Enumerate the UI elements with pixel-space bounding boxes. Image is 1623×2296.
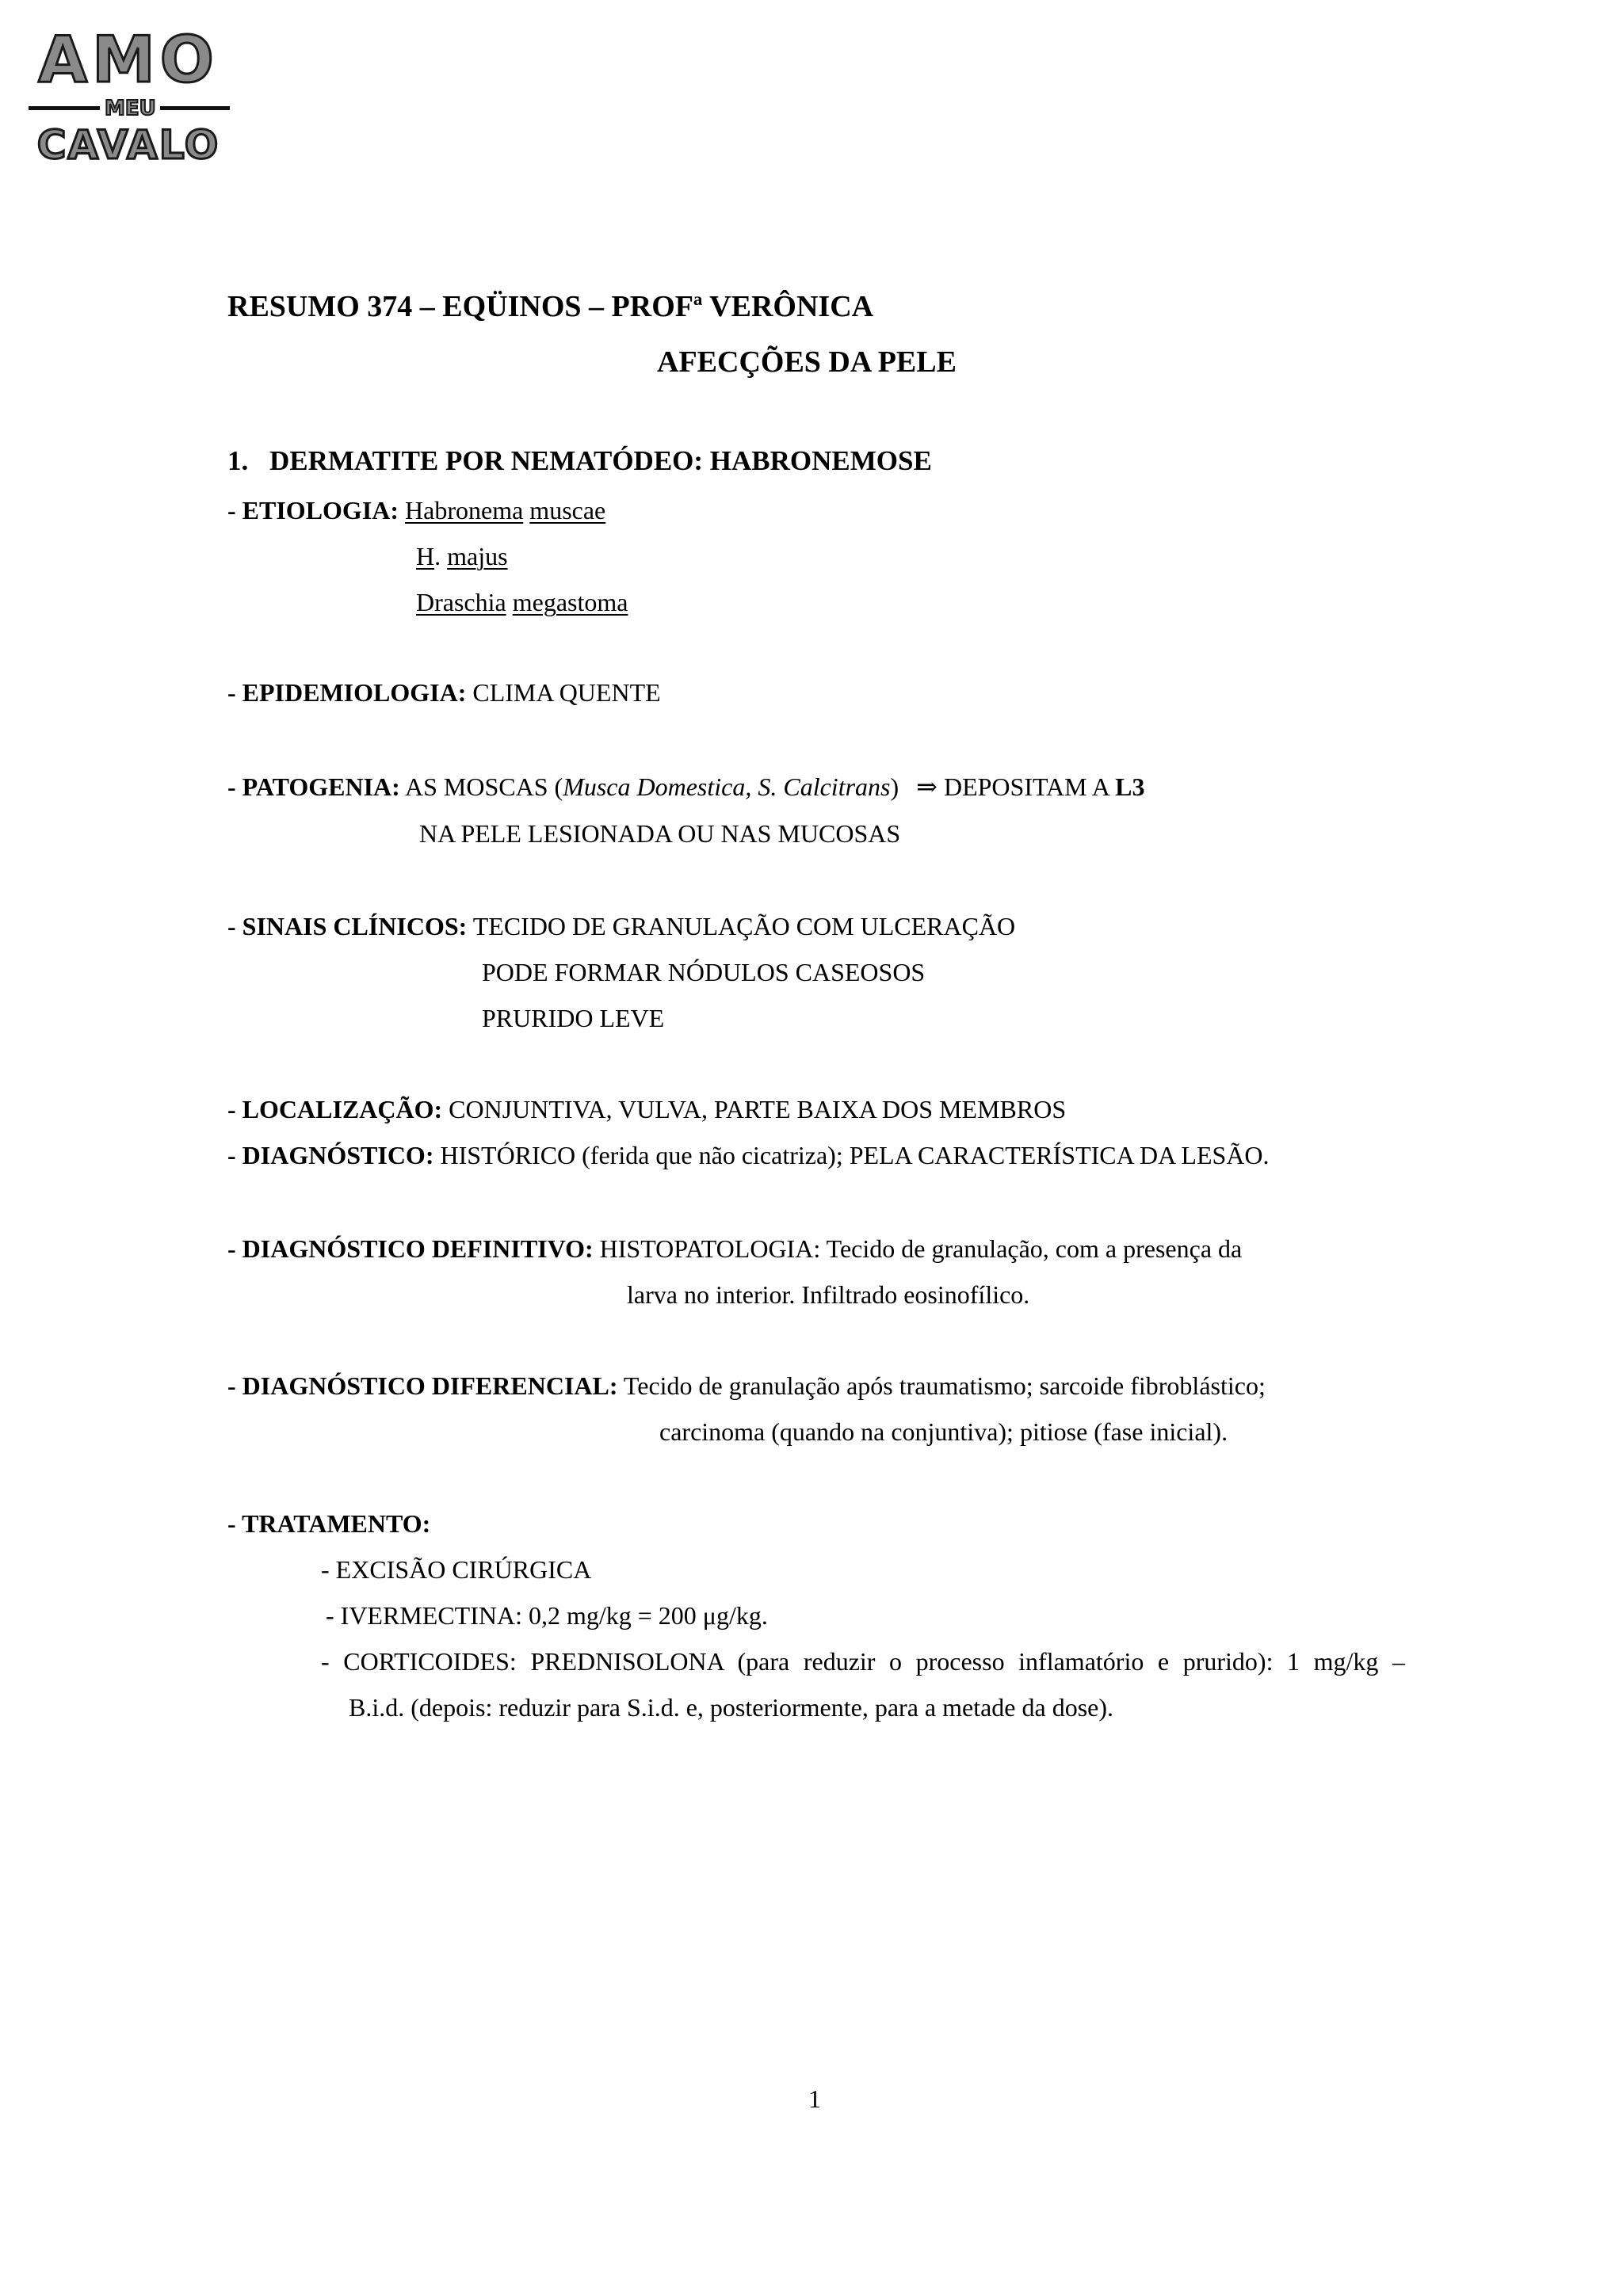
epidemiologia-text: CLIMA QUENTE bbox=[472, 678, 661, 707]
amo-meu-cavalo-logo bbox=[27, 23, 230, 168]
section-number: 1. bbox=[227, 445, 249, 476]
patogenia-l3: L3 bbox=[1115, 772, 1145, 801]
tratamento-item-corticoides-cont: B.i.d. (depois: reduzir para S.i.d. e, posteriormente, para a metade da dose). bbox=[349, 1693, 1113, 1722]
diagnostico-line bbox=[227, 1142, 1270, 1168]
logo-line-cavalo: CAVALO bbox=[36, 122, 220, 168]
sinais-text-1: TECIDO DE GRANULAÇÃO COM ULCERAÇÃO bbox=[472, 912, 1016, 940]
document-subtitle: AFECÇÕES DA PELE bbox=[657, 345, 957, 379]
tratamento-item-corticoides: - CORTICOIDES: PREDNISOLONA (para reduzir o processo inflamatório e prurido): 1 mg/kg – bbox=[321, 1647, 1405, 1676]
patogenia-text: AS MOSCAS ( bbox=[405, 772, 563, 801]
definitivo-line-2: larva no interior. Infiltrado eosinofílico. bbox=[627, 1280, 1030, 1309]
diagnostico-label: - DIAGNÓSTICO: bbox=[227, 1141, 434, 1169]
etiologia-line-1 bbox=[227, 498, 605, 523]
localizacao-line bbox=[227, 1097, 1066, 1122]
logo-line-meu: MEU bbox=[105, 97, 156, 120]
etiologia-label: - ETIOLOGIA: bbox=[227, 496, 399, 524]
etiologia-species-2: majus bbox=[447, 542, 508, 570]
etiologia-genus-1: Habronema bbox=[405, 496, 524, 524]
patogenia-paren: ) bbox=[890, 772, 899, 801]
etiologia-line-2 bbox=[416, 543, 508, 569]
section-title: DERMATITE POR NEMATÓDEO: HABRONEMOSE bbox=[269, 445, 932, 476]
logo-rule-left bbox=[29, 106, 100, 110]
etiologia-species-3: megastoma bbox=[512, 588, 628, 616]
tratamento-label: - TRATAMENTO: bbox=[227, 1509, 431, 1538]
sinais-line-2: PODE FORMAR NÓDULOS CASEOSOS bbox=[482, 958, 926, 986]
patogenia-line-2: NA PELE LESIONADA OU NAS MUCOSAS bbox=[419, 819, 901, 848]
logo-rule-right bbox=[160, 106, 230, 110]
sinais-label: - SINAIS CLÍNICOS: bbox=[227, 912, 468, 940]
epidemiologia-line bbox=[227, 680, 661, 705]
epidemiologia-label: - EPIDEMIOLOGIA: bbox=[227, 678, 467, 707]
patogenia-label: - PATOGENIA: bbox=[227, 772, 400, 801]
tratamento-item-excisao: - EXCISÃO CIRÚRGICA bbox=[321, 1555, 592, 1584]
diferencial-line-2: carcinoma (quando na conjuntiva); pitiose (fase inicial). bbox=[659, 1417, 1228, 1446]
tratamento-item-ivermectina: - IVERMECTINA: 0,2 mg/kg = 200 μg/kg. bbox=[326, 1601, 768, 1630]
localizacao-text: CONJUNTIVA, VULVA, PARTE BAIXA DOS MEMBROS bbox=[449, 1095, 1067, 1123]
diagnostico-text: HISTÓRICO (ferida que não cicatriza); PELA CARACTERÍSTICA DA LESÃO. bbox=[440, 1141, 1270, 1169]
diferencial-label: - DIAGNÓSTICO DIFERENCIAL: bbox=[227, 1371, 618, 1400]
diferencial-text-1: Tecido de granulação após traumatismo; sarcoide fibroblástico; bbox=[623, 1371, 1266, 1400]
document-title: RESUMO 374 – EQÜINOS – PROFª VERÔNICA bbox=[227, 290, 874, 323]
sinais-line-1 bbox=[227, 913, 1015, 939]
localizacao-label: - LOCALIZAÇÃO: bbox=[227, 1095, 443, 1123]
patogenia-text-3: DEPOSITAM A bbox=[943, 772, 1116, 801]
logo-line-amo: AMO bbox=[38, 23, 219, 97]
definitivo-text-1: HISTOPATOLOGIA: Tecido de granulação, com a presença da bbox=[599, 1234, 1243, 1263]
definitivo-line-1 bbox=[227, 1236, 1242, 1261]
diferencial-line-1 bbox=[227, 1373, 1266, 1398]
etiologia-species-1: muscae bbox=[529, 496, 606, 524]
patogenia-line-1 bbox=[227, 774, 1144, 799]
etiologia-genus-3: Draschia bbox=[416, 588, 506, 616]
section-heading bbox=[227, 447, 932, 475]
arrow-icon: ⇒ bbox=[916, 772, 938, 801]
definitivo-label: - DIAGNÓSTICO DEFINITIVO: bbox=[227, 1234, 594, 1263]
etiologia-genus-2: H bbox=[416, 542, 435, 570]
etiologia-dot: . bbox=[434, 542, 441, 570]
etiologia-line-3 bbox=[416, 589, 628, 615]
patogenia-species: Musca Domestica, S. Calcitrans bbox=[563, 772, 891, 801]
page-number: 1 bbox=[808, 2084, 821, 2113]
sinais-line-3: PRURIDO LEVE bbox=[482, 1004, 665, 1032]
